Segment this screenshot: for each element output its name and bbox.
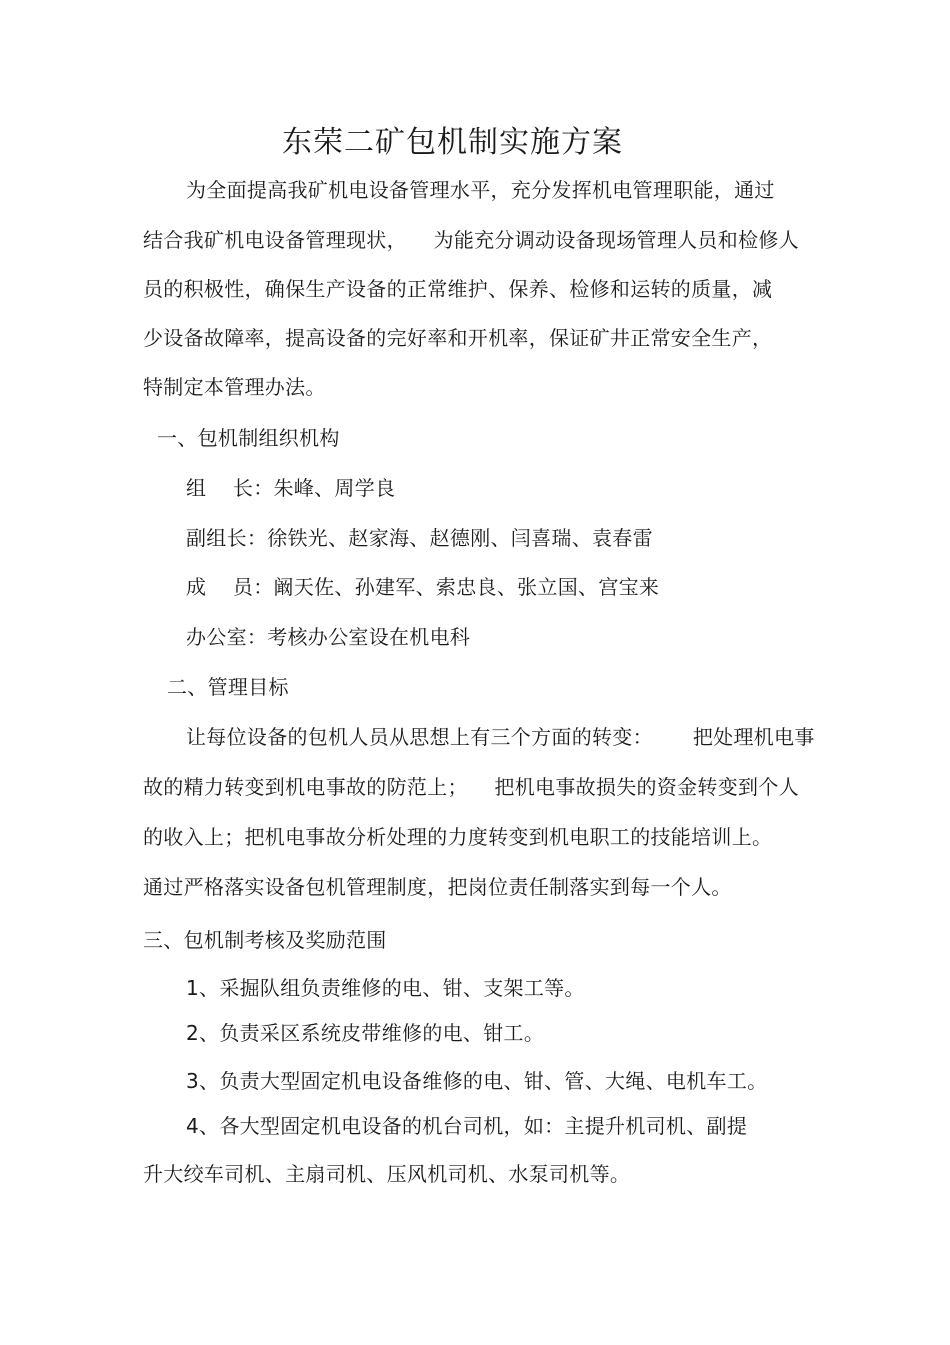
organization-row-leader: 组 长：朱峰、周学良 (186, 476, 396, 500)
organization-row-deputy-leader: 副组长：徐铁光、赵家海、赵德刚、闫喜瑞、袁春雷 (186, 526, 653, 550)
scope-item: 4、各大型固定机电设备的机台司机，如：主提升机司机、副提 (186, 1114, 748, 1138)
goals-line: 故的精力转变到机电事故的防范上； 把机电事故损失的资金转变到个人 (143, 775, 799, 799)
goals-line: 的收入上；把机电事故分析处理的力度转变到机电职工的技能培训上。 (143, 825, 773, 849)
section-heading-scope: 三、包机制考核及奖励范围 (143, 928, 387, 952)
scope-item: 3、负责大型固定机电设备维修的电、钳、管、大绳、电机车工。 (186, 1069, 768, 1093)
intro-line: 员的积极性，确保生产设备的正常维护、保养、检修和运转的质量，减 (143, 277, 773, 301)
organization-row-office: 办公室：考核办公室设在机电科 (186, 625, 471, 649)
intro-line: 为全面提高我矿机电设备管理水平，充分发挥机电管理职能，通过 (186, 178, 775, 202)
goals-line: 让每位设备的包机人员从思想上有三个方面的转变： 把处理机电事 (186, 725, 815, 749)
organization-row-members: 成 员：阚天佐、孙建军、索忠良、张立国、宫宝来 (186, 575, 660, 599)
scope-item: 1、采掘队组负责维修的电、钳、支架工等。 (186, 976, 585, 1000)
intro-line: 少设备故障率，提高设备的完好率和开机率，保证矿井正常安全生产， (143, 326, 773, 350)
intro-line: 特制定本管理办法。 (143, 375, 326, 399)
section-heading-organization: 一、包机制组织机构 (157, 426, 340, 450)
scope-item-continuation: 升大绞车司机、主扇司机、压风机司机、水泵司机等。 (143, 1162, 631, 1186)
intro-line: 结合我矿机电设备管理现状， 为能充分调动设备现场管理人员和检修人 (143, 228, 799, 252)
document-title: 东荣二矿包机制实施方案 (282, 125, 623, 160)
section-heading-goals: 二、管理目标 (167, 675, 289, 699)
scope-item: 2、负责采区系统皮带维修的电、钳工。 (186, 1021, 545, 1045)
goals-line: 通过严格落实设备包机管理制度，把岗位责任制落实到每一个人。 (143, 875, 732, 899)
